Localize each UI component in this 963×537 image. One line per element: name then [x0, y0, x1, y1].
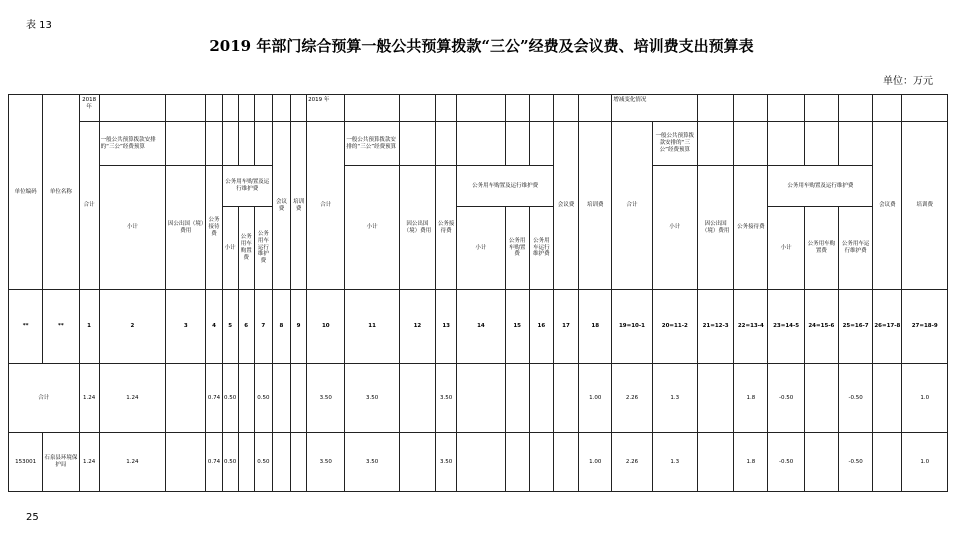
- page-title: 2019 年部门综合预算一般公共预算拨款“三公”经费及会议费、培训费支出预算表: [209, 37, 754, 55]
- cell-c13: 3.50: [436, 433, 457, 492]
- index-row: [9, 290, 948, 364]
- index-cell: 15: [505, 290, 529, 364]
- cell-c25: -0.50: [839, 433, 873, 492]
- index-cell: 26=17-8: [873, 290, 902, 364]
- cell-c4: 0.74: [206, 364, 222, 433]
- header-vehicle-purchase-2019: 公务用车购置费: [505, 207, 529, 290]
- index-cell: 19=10-1: [612, 290, 652, 364]
- index-cell: 4: [206, 290, 222, 364]
- cell-c14: [457, 433, 505, 492]
- header-vehicle-change: 公务用车购置及运行维护费: [768, 166, 873, 207]
- index-cell: 1: [79, 290, 99, 364]
- index-cell: 13: [436, 290, 457, 364]
- cell-c9: [291, 364, 307, 433]
- cell-c16: [529, 433, 553, 492]
- cell-c11: 3.50: [345, 364, 399, 433]
- cell-c2: 1.24: [99, 433, 165, 492]
- header-vehicle-subtotal-2018: 小计: [222, 207, 238, 290]
- cell-c10: 3.50: [307, 433, 345, 492]
- header-abroad-2019: 因公出国（境）费用: [399, 166, 435, 290]
- page-number: 25: [26, 512, 39, 523]
- index-cell: 23=14-5: [768, 290, 804, 364]
- cell-c9: [291, 433, 307, 492]
- header-abroad-2018: 因公出国（境）费用: [166, 166, 206, 290]
- header-year-2019: 2019 年: [307, 95, 345, 122]
- cell-c15: [505, 433, 529, 492]
- header-training-change: 培训费: [902, 122, 948, 290]
- header-vehicle-operation-2018: 公务用车运行维护费: [254, 207, 272, 290]
- header-row-1: [9, 95, 948, 122]
- total-label: 合计: [9, 364, 80, 433]
- cell-c24: [804, 433, 838, 492]
- cell-c27: 1.0: [902, 433, 948, 492]
- cell-c3: [166, 364, 206, 433]
- cell-c10: 3.50: [307, 364, 345, 433]
- index-cell: 3: [166, 290, 206, 364]
- header-gp-arrange-2019: 一般公共预算拨款安排的“三公”经费预算: [345, 122, 399, 166]
- cell-c19: 2.26: [612, 364, 652, 433]
- cell-c7: 0.50: [254, 433, 272, 492]
- cell-c12: [399, 364, 435, 433]
- cell-c3: [166, 433, 206, 492]
- index-cell: **: [43, 290, 79, 364]
- cell-c6: [238, 433, 254, 492]
- cell-c22: 1.8: [734, 433, 768, 492]
- cell-c24: [804, 364, 838, 433]
- index-cell: 16: [529, 290, 553, 364]
- unit-label: 单位：万元: [883, 76, 933, 87]
- header-vehicle-purchase-change: 公务用车购置费: [804, 207, 838, 290]
- header-year-2018: 2018 年: [79, 95, 99, 122]
- header-meeting-2019: 会议费: [553, 122, 578, 290]
- index-cell: 14: [457, 290, 505, 364]
- cell-c2: 1.24: [99, 364, 165, 433]
- header-total-2019: 合计: [307, 122, 345, 290]
- header-dept-name: 单位名称: [43, 95, 79, 290]
- header-vehicle-2019: 公务用车购置及运行维护费: [457, 166, 554, 207]
- index-cell: 2: [99, 290, 165, 364]
- cell-dept-code: 153001: [9, 433, 43, 492]
- header-row-3: [9, 166, 948, 207]
- index-cell: 21=12-3: [697, 290, 733, 364]
- header-subtotal-2018: 小计: [99, 166, 165, 290]
- index-cell: 17: [553, 290, 578, 364]
- cell-c18: 1.00: [579, 364, 612, 433]
- index-cell: 12: [399, 290, 435, 364]
- cell-c4: 0.74: [206, 433, 222, 492]
- header-reception-2019: 公务接待费: [436, 166, 457, 290]
- cell-c14: [457, 364, 505, 433]
- cell-c17: [553, 433, 578, 492]
- index-cell: 25=16-7: [839, 290, 873, 364]
- cell-c27: 1.0: [902, 364, 948, 433]
- header-vehicle-purchase-2018: 公务用车购置费: [238, 207, 254, 290]
- index-cell: 18: [579, 290, 612, 364]
- table-row: [9, 433, 948, 492]
- header-reception-2018: 公务接待费: [206, 166, 222, 290]
- header-training-2018: 培训费: [291, 122, 307, 290]
- index-cell: 7: [254, 290, 272, 364]
- index-cell: 22=13-4: [734, 290, 768, 364]
- header-dept-code: 单位编码: [9, 95, 43, 290]
- header-vehicle-subtotal-2019: 小计: [457, 207, 505, 290]
- cell-c26: [873, 364, 902, 433]
- index-cell: 9: [291, 290, 307, 364]
- cell-c8: [272, 433, 290, 492]
- cell-c6: [238, 364, 254, 433]
- cell-dept-name: 石泉县环境保护局: [43, 433, 79, 492]
- index-cell: 11: [345, 290, 399, 364]
- index-cell: 27=18-9: [902, 290, 948, 364]
- cell-c5: 0.50: [222, 433, 238, 492]
- cell-c11: 3.50: [345, 433, 399, 492]
- cell-c23: -0.50: [768, 433, 804, 492]
- header-row-2: [9, 122, 948, 166]
- header-gp-arrange-2018: 一般公共预算拨款安排的“三公”经费预算: [99, 122, 165, 166]
- header-meeting-change: 会议费: [873, 122, 902, 290]
- header-meeting-2018: 会议费: [272, 122, 290, 290]
- index-cell: 6: [238, 290, 254, 364]
- cell-c20: 1.3: [652, 364, 697, 433]
- header-change: 增减变化情况: [612, 95, 698, 122]
- header-vehicle-2018: 公务用车购置及运行维护费: [222, 166, 272, 207]
- header-training-2019: 培训费: [579, 122, 612, 290]
- cell-c15: [505, 364, 529, 433]
- cell-c1: 1.24: [79, 433, 99, 492]
- index-cell: 20=11-2: [652, 290, 697, 364]
- cell-c17: [553, 364, 578, 433]
- header-vehicle-subtotal-change: 小计: [768, 207, 804, 290]
- index-cell: 10: [307, 290, 345, 364]
- index-cell: 8: [272, 290, 290, 364]
- table-row-total: [9, 364, 948, 433]
- cell-c7: 0.50: [254, 364, 272, 433]
- cell-c23: -0.50: [768, 364, 804, 433]
- table-number: 表 13: [26, 20, 52, 31]
- cell-c21: [697, 433, 733, 492]
- cell-c22: 1.8: [734, 364, 768, 433]
- index-cell: 24=15-6: [804, 290, 838, 364]
- cell-c25: -0.50: [839, 364, 873, 433]
- header-subtotal-change: 小计: [652, 166, 697, 290]
- header-vehicle-operation-change: 公务用车运行维护费: [839, 207, 873, 290]
- index-cell: 5: [222, 290, 238, 364]
- cell-c26: [873, 433, 902, 492]
- cell-c1: 1.24: [79, 364, 99, 433]
- header-reception-change: 公务接待费: [734, 166, 768, 290]
- cell-c8: [272, 364, 290, 433]
- cell-c20: 1.3: [652, 433, 697, 492]
- header-gp-arrange-change: 一般公共预算拨款安排的“三公”经费预算: [652, 122, 697, 166]
- header-vehicle-operation-2019: 公务用车运行维护费: [529, 207, 553, 290]
- cell-c12: [399, 433, 435, 492]
- budget-table: [8, 94, 948, 492]
- header-abroad-change: 因公出国（境）费用: [697, 166, 733, 290]
- cell-c13: 3.50: [436, 364, 457, 433]
- index-cell: **: [9, 290, 43, 364]
- header-total-2018: 合计: [79, 122, 99, 290]
- cell-c21: [697, 364, 733, 433]
- header-total-change: 合计: [612, 122, 652, 290]
- cell-c5: 0.50: [222, 364, 238, 433]
- header-subtotal-2019: 小计: [345, 166, 399, 290]
- cell-c18: 1.00: [579, 433, 612, 492]
- cell-c16: [529, 364, 553, 433]
- cell-c19: 2.26: [612, 433, 652, 492]
